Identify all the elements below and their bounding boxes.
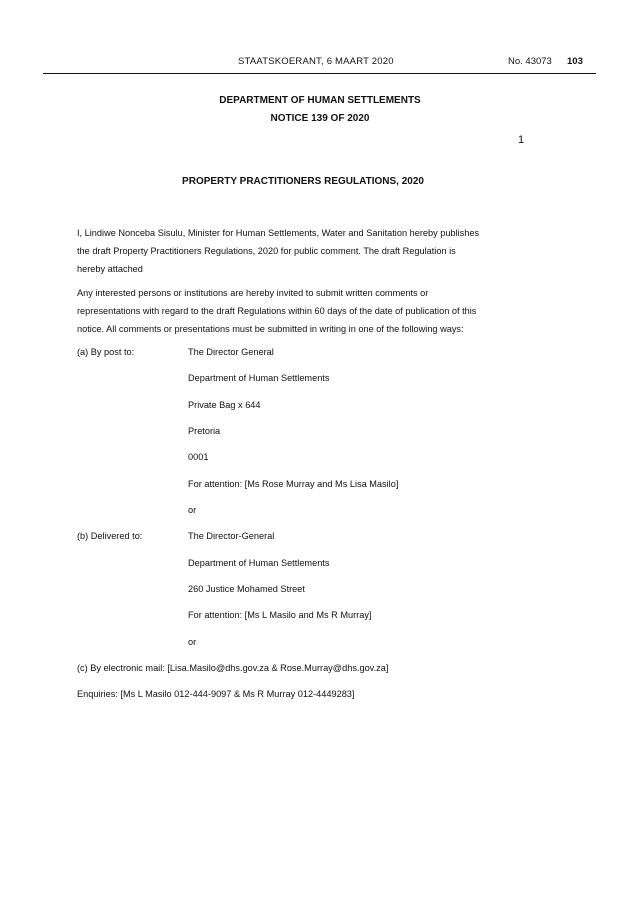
invitation-paragraph: [77, 284, 537, 338]
delivered-attention-line: For attention: [Ms L Masilo and Ms R Murray]: [188, 610, 372, 620]
delivered-label: (b) Delivered to:: [77, 531, 143, 541]
post-attention-line: For attention: [Ms Rose Murray and Ms Lisa Masilo]: [188, 479, 399, 489]
invitation-line: notice. All comments or presentations must be submitted in writing in one of the following ways:: [77, 324, 464, 334]
enquiries-line: Enquiries: [Ms L Masilo 012-444-9097 & Ms R Murray 012-4449283]: [77, 689, 355, 699]
intro-line: I, Lindiwe Nonceba Sisulu, Minister for Human Settlements, Water and Sanitation hereby publishes: [77, 228, 480, 238]
post-address-line: 0001: [188, 452, 209, 462]
page-marker: 1: [518, 134, 525, 146]
department-heading: DEPARTMENT OF HUMAN SETTLEMENTS: [219, 95, 421, 106]
gazette-title: STAATSKOERANT, 6 MAART 2020: [238, 56, 394, 67]
delivered-address-line: Department of Human Settlements: [188, 558, 330, 568]
invitation-line: Any interested persons or institutions are hereby invited to submit written comments or: [77, 288, 429, 298]
delivered-address-line: The Director-General: [188, 531, 275, 541]
gazette-number: No. 43073: [508, 56, 552, 67]
regulations-title: PROPERTY PRACTITIONERS REGULATIONS, 2020: [182, 176, 424, 187]
invitation-line: representations with regard to the draft Regulations within 60 days of the date of publication of this: [77, 306, 477, 316]
post-address-line: Pretoria: [188, 426, 221, 436]
header-rule: [43, 73, 596, 74]
gazette-header: [43, 56, 596, 74]
intro-line: hereby attached: [77, 264, 143, 274]
notice-number: NOTICE 139 OF 2020: [270, 113, 370, 124]
post-or: or: [188, 505, 197, 515]
delivered-or: or: [188, 637, 197, 647]
gazette-page-number: 103: [567, 56, 583, 67]
intro-paragraph: [77, 224, 537, 278]
post-address-line: Department of Human Settlements: [188, 373, 330, 383]
delivered-address-line: 260 Justice Mohamed Street: [188, 584, 305, 594]
email-line: (c) By electronic mail: [Lisa.Masilo@dhs.gov.za & Rose.Murray@dhs.gov.za]: [77, 663, 389, 673]
post-label: (a) By post to:: [77, 347, 135, 357]
intro-line: the draft Property Practitioners Regulations, 2020 for public comment. The draft Regulation is: [77, 246, 456, 256]
post-address-line: Private Bag x 644: [188, 400, 261, 410]
post-address-line: The Director General: [188, 347, 274, 357]
